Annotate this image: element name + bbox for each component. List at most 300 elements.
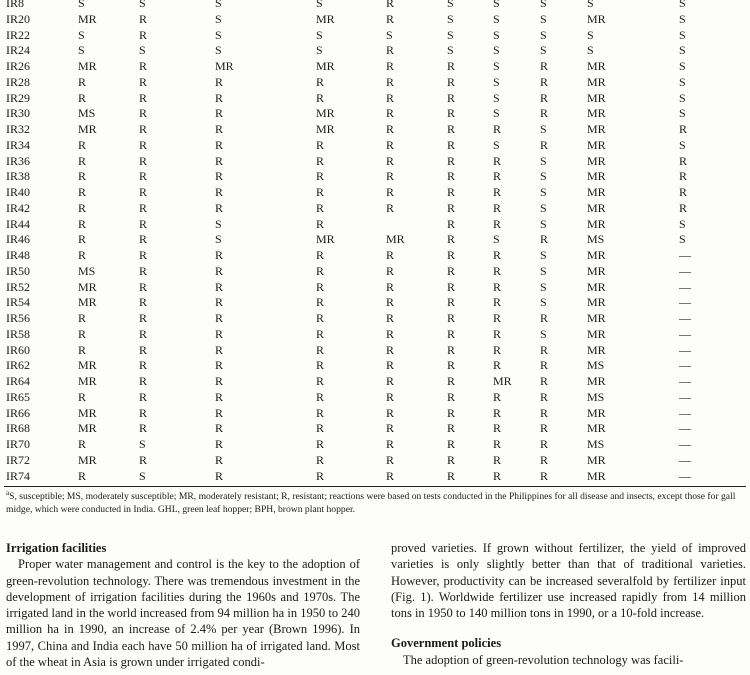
- reaction-cell: R: [447, 389, 456, 404]
- reaction-cell: S: [679, 27, 686, 42]
- reaction-cell: R: [215, 153, 224, 168]
- reaction-cell: R: [386, 374, 395, 388]
- variety-cell: IR64: [6, 374, 30, 388]
- table-row: [0, 406, 750, 422]
- reaction-cell: R: [386, 468, 395, 483]
- table-row: [0, 232, 750, 248]
- reaction-cell: R: [316, 248, 325, 262]
- reaction-cell: R: [540, 437, 549, 451]
- reaction-cell: MR: [316, 122, 335, 136]
- reaction-cell: S: [493, 59, 500, 73]
- reaction-cell: R: [447, 106, 456, 121]
- table-row: [0, 264, 750, 280]
- table-row: [0, 43, 750, 59]
- table-row: [0, 390, 750, 406]
- variety-cell: IR28: [6, 74, 30, 89]
- reaction-cell: R: [493, 169, 502, 184]
- reaction-cell: R: [386, 59, 395, 73]
- reaction-cell: MR: [587, 421, 606, 436]
- table-row: [0, 280, 750, 296]
- reaction-cell: MR: [386, 232, 405, 247]
- reaction-cell: R: [540, 452, 549, 467]
- reaction-cell: R: [316, 452, 325, 467]
- reaction-cell: R: [493, 468, 502, 483]
- reaction-cell: R: [493, 342, 502, 357]
- reaction-cell: R: [540, 468, 549, 483]
- reaction-cell: R: [447, 169, 456, 184]
- reaction-cell: R: [215, 106, 224, 121]
- variety-cell: IR34: [6, 137, 30, 152]
- reaction-cell: MR: [215, 59, 234, 73]
- reaction-cell: R: [316, 169, 325, 184]
- reaction-cell: S: [540, 216, 547, 231]
- reaction-cell: R: [316, 185, 325, 199]
- reaction-cell: R: [78, 389, 87, 404]
- reaction-cell: S: [78, 0, 85, 10]
- reaction-cell: —: [679, 374, 691, 388]
- variety-cell: IR40: [6, 185, 30, 199]
- reaction-cell: R: [139, 74, 148, 89]
- reaction-cell: R: [215, 389, 224, 404]
- reaction-cell: R: [447, 153, 456, 168]
- reaction-cell: S: [679, 90, 686, 105]
- reaction-cell: S: [540, 279, 547, 294]
- reaction-cell: R: [215, 468, 224, 483]
- reaction-cell: R: [493, 421, 502, 436]
- reaction-cell: R: [447, 185, 456, 199]
- reaction-cell: R: [447, 405, 456, 420]
- section-heading-government: Government policies: [391, 636, 502, 651]
- reaction-cell: R: [493, 358, 502, 373]
- reaction-cell: R: [540, 59, 549, 73]
- reaction-cell: R: [139, 389, 148, 404]
- reaction-cell: —: [679, 279, 691, 294]
- reaction-cell: S: [447, 0, 454, 10]
- reaction-cell: S: [540, 185, 547, 199]
- reaction-cell: MR: [493, 374, 512, 388]
- table-row: [0, 12, 750, 28]
- table-row: [0, 28, 750, 44]
- reaction-cell: S: [679, 0, 686, 10]
- reaction-cell: —: [679, 326, 691, 341]
- variety-cell: IR66: [6, 405, 30, 420]
- reaction-cell: MR: [78, 358, 97, 373]
- reaction-cell: R: [78, 137, 87, 152]
- table-row: [0, 217, 750, 233]
- reaction-cell: R: [215, 358, 224, 373]
- reaction-cell: MR: [587, 137, 606, 152]
- reaction-cell: —: [679, 468, 691, 483]
- variety-cell: IR74: [6, 468, 30, 483]
- reaction-cell: S: [493, 232, 500, 247]
- table-row: [0, 122, 750, 138]
- reaction-cell: R: [540, 311, 549, 325]
- reaction-cell: R: [386, 185, 395, 199]
- reaction-cell: R: [316, 279, 325, 294]
- reaction-cell: R: [447, 437, 456, 451]
- reaction-cell: R: [139, 185, 148, 199]
- paragraph-irrigation: Proper water management and control is the key to the adoption of green-revolution technology. There was tremendous investment in the development of irrigation facilities during the 1960s and 1970s. The irrigated land in the world increased from 94 million ha in 1950 to 240 million ha in 1990, an increase of 2.4% per year (Brown 1996). In 1997, China and India each have 50 million ha of irrigated land. Most of the wheat in Asia is grown under irrigated condi-: [6, 557, 360, 670]
- table-row: [0, 437, 750, 453]
- reaction-cell: R: [215, 342, 224, 357]
- reaction-cell: R: [493, 279, 502, 294]
- variety-cell: IR30: [6, 106, 30, 121]
- reaction-cell: R: [386, 342, 395, 357]
- reaction-cell: S: [493, 74, 500, 89]
- reaction-cell: MS: [587, 389, 605, 404]
- reaction-cell: R: [215, 295, 224, 310]
- reaction-cell: S: [540, 169, 547, 184]
- reaction-cell: MR: [78, 11, 97, 26]
- reaction-cell: R: [78, 232, 87, 247]
- reaction-cell: S: [679, 74, 686, 89]
- reaction-cell: R: [493, 122, 502, 136]
- reaction-cell: R: [447, 374, 456, 388]
- reaction-cell: R: [78, 74, 87, 89]
- left-column: [6, 540, 360, 670]
- reaction-cell: R: [139, 358, 148, 373]
- reaction-cell: R: [316, 311, 325, 325]
- reaction-cell: R: [139, 248, 148, 262]
- reaction-cell: R: [78, 200, 87, 215]
- reaction-cell: S: [679, 137, 686, 152]
- reaction-cell: MR: [587, 153, 606, 168]
- reaction-cell: R: [447, 232, 456, 247]
- reaction-cell: R: [493, 185, 502, 199]
- table-row: [0, 358, 750, 374]
- variety-cell: IR62: [6, 358, 30, 373]
- variety-cell: IR42: [6, 200, 30, 215]
- reaction-cell: R: [316, 326, 325, 341]
- reaction-cell: S: [493, 0, 500, 10]
- reaction-cell: R: [386, 421, 395, 436]
- reaction-cell: R: [215, 421, 224, 436]
- reaction-cell: MR: [78, 122, 97, 136]
- reaction-cell: R: [215, 374, 224, 388]
- reaction-cell: R: [386, 326, 395, 341]
- reaction-cell: R: [447, 122, 456, 136]
- reaction-cell: MR: [78, 421, 97, 436]
- reaction-cell: S: [215, 11, 222, 26]
- reaction-cell: S: [139, 468, 146, 483]
- reaction-cell: R: [386, 389, 395, 404]
- reaction-cell: R: [386, 106, 395, 121]
- reaction-cell: R: [386, 358, 395, 373]
- reaction-cell: MR: [587, 374, 606, 388]
- reaction-cell: R: [493, 389, 502, 404]
- reaction-cell: R: [447, 358, 456, 373]
- reaction-cell: S: [139, 43, 146, 58]
- reaction-cell: R: [447, 326, 456, 341]
- reaction-cell: R: [139, 374, 148, 388]
- reaction-cell: S: [316, 0, 323, 10]
- reaction-cell: —: [679, 437, 691, 451]
- reaction-cell: R: [493, 437, 502, 451]
- reaction-cell: R: [78, 216, 87, 231]
- reaction-cell: R: [493, 248, 502, 262]
- variety-cell: IR20: [6, 11, 30, 26]
- variety-cell: IR46: [6, 232, 30, 247]
- table-row: [0, 469, 750, 485]
- reaction-cell: R: [386, 74, 395, 89]
- variety-cell: IR70: [6, 437, 30, 451]
- reaction-cell: —: [679, 358, 691, 373]
- variety-cell: IR50: [6, 263, 30, 278]
- reaction-cell: R: [447, 452, 456, 467]
- reaction-cell: R: [540, 389, 549, 404]
- reaction-cell: MR: [587, 90, 606, 105]
- table-row: [0, 59, 750, 75]
- reaction-cell: R: [139, 90, 148, 105]
- reaction-cell: R: [316, 90, 325, 105]
- reaction-cell: S: [78, 43, 85, 58]
- paragraph-government: The adoption of green-revolution technology was facili-: [403, 652, 684, 667]
- table-footnote: [6, 487, 744, 516]
- reaction-cell: R: [78, 437, 87, 451]
- reaction-cell: R: [78, 326, 87, 341]
- reaction-cell: MR: [316, 106, 335, 121]
- reaction-cell: R: [78, 248, 87, 262]
- reaction-cell: R: [447, 200, 456, 215]
- reaction-cell: R: [447, 342, 456, 357]
- reaction-cell: R: [679, 122, 688, 136]
- reaction-cell: MR: [587, 263, 606, 278]
- reaction-cell: MR: [587, 74, 606, 89]
- reaction-cell: R: [386, 437, 395, 451]
- variety-cell: IR52: [6, 279, 30, 294]
- variety-cell: IR8: [6, 0, 24, 10]
- reaction-cell: R: [139, 342, 148, 357]
- reaction-cell: R: [679, 169, 688, 184]
- reaction-cell: R: [493, 295, 502, 310]
- reaction-cell: R: [139, 216, 148, 231]
- reaction-cell: MR: [587, 200, 606, 215]
- reaction-cell: R: [78, 185, 87, 199]
- reaction-cell: S: [139, 0, 146, 10]
- reaction-cell: R: [78, 153, 87, 168]
- reaction-cell: R: [386, 0, 395, 10]
- reaction-cell: R: [215, 200, 224, 215]
- reaction-cell: R: [386, 452, 395, 467]
- reaction-cell: MR: [587, 295, 606, 310]
- reaction-cell: MR: [316, 11, 335, 26]
- reaction-cell: S: [679, 216, 686, 231]
- reaction-cell: R: [139, 27, 148, 42]
- reaction-cell: MR: [587, 216, 606, 231]
- reaction-cell: MR: [587, 169, 606, 184]
- reaction-cell: R: [493, 263, 502, 278]
- reaction-cell: S: [215, 43, 222, 58]
- footnote-text: S, susceptible; MS, moderately susceptible; MR, moderately resistant; R, resistant; reactions were based on tests conducted in the Philippines for all disease and insects, except those for gall midge, which were conducted in India. GHL, green leaf hopper; BPH, brown plant hopper.: [6, 491, 736, 516]
- reaction-cell: MR: [587, 185, 606, 199]
- reaction-cell: R: [493, 326, 502, 341]
- reaction-cell: S: [447, 27, 454, 42]
- reaction-cell: R: [139, 11, 148, 26]
- reaction-cell: R: [316, 468, 325, 483]
- reaction-cell: R: [540, 405, 549, 420]
- reaction-cell: R: [78, 468, 87, 483]
- reaction-cell: R: [447, 295, 456, 310]
- reaction-cell: R: [78, 311, 87, 325]
- reaction-cell: S: [540, 200, 547, 215]
- reaction-cell: R: [215, 437, 224, 451]
- reaction-cell: S: [139, 437, 146, 451]
- reaction-cell: S: [493, 11, 500, 26]
- reaction-cell: R: [386, 295, 395, 310]
- reaction-cell: R: [540, 374, 549, 388]
- table-row: [0, 421, 750, 437]
- footnote-marker: a: [6, 489, 10, 497]
- reaction-cell: —: [679, 421, 691, 436]
- reaction-cell: MR: [78, 295, 97, 310]
- variety-cell: IR36: [6, 153, 30, 168]
- reaction-cell: R: [139, 153, 148, 168]
- reaction-cell: MS: [587, 437, 605, 451]
- reaction-cell: R: [447, 248, 456, 262]
- reaction-cell: R: [316, 374, 325, 388]
- reaction-cell: R: [139, 59, 148, 73]
- reaction-cell: R: [316, 405, 325, 420]
- variety-cell: IR24: [6, 43, 30, 58]
- reaction-cell: R: [386, 43, 395, 58]
- reaction-cell: S: [540, 122, 547, 136]
- reaction-cell: R: [139, 200, 148, 215]
- reaction-cell: S: [679, 43, 686, 58]
- reaction-cell: MR: [587, 59, 606, 73]
- reaction-cell: R: [78, 90, 87, 105]
- reaction-cell: R: [386, 169, 395, 184]
- reaction-cell: —: [679, 389, 691, 404]
- reaction-cell: S: [386, 27, 393, 42]
- reaction-cell: MR: [587, 279, 606, 294]
- reaction-cell: R: [316, 421, 325, 436]
- reaction-cell: R: [386, 137, 395, 152]
- reaction-cell: R: [215, 263, 224, 278]
- reaction-cell: R: [540, 90, 549, 105]
- reaction-cell: R: [215, 279, 224, 294]
- reaction-cell: S: [78, 27, 85, 42]
- table-row: [0, 154, 750, 170]
- reaction-cell: S: [447, 11, 454, 26]
- table-row: [0, 327, 750, 343]
- reaction-cell: MR: [587, 326, 606, 341]
- variety-cell: IR56: [6, 311, 30, 325]
- reaction-cell: R: [316, 389, 325, 404]
- reaction-cell: R: [139, 263, 148, 278]
- reaction-cell: MR: [587, 452, 606, 467]
- reaction-cell: R: [215, 74, 224, 89]
- reaction-cell: R: [139, 137, 148, 152]
- reaction-cell: S: [215, 0, 222, 10]
- reaction-cell: R: [447, 137, 456, 152]
- reaction-cell: S: [316, 27, 323, 42]
- reaction-cell: R: [540, 358, 549, 373]
- reaction-cell: S: [215, 27, 222, 42]
- table-row: [0, 91, 750, 107]
- reaction-cell: MR: [587, 106, 606, 121]
- variety-cell: IR54: [6, 295, 30, 310]
- table-row: [0, 169, 750, 185]
- reaction-cell: R: [139, 122, 148, 136]
- reaction-cell: R: [215, 452, 224, 467]
- reaction-cell: R: [447, 74, 456, 89]
- reaction-cell: —: [679, 405, 691, 420]
- reaction-cell: S: [215, 232, 222, 247]
- reaction-cell: R: [386, 405, 395, 420]
- reaction-cell: S: [493, 43, 500, 58]
- reaction-cell: S: [540, 0, 547, 10]
- reaction-cell: R: [540, 74, 549, 89]
- reaction-cell: R: [139, 295, 148, 310]
- reaction-cell: MR: [78, 452, 97, 467]
- reaction-cell: R: [215, 248, 224, 262]
- reaction-cell: —: [679, 248, 691, 262]
- reaction-cell: S: [493, 106, 500, 121]
- table-row: [0, 138, 750, 154]
- reaction-cell: S: [447, 43, 454, 58]
- reaction-cell: R: [386, 279, 395, 294]
- reaction-cell: R: [316, 200, 325, 215]
- reaction-cell: S: [540, 27, 547, 42]
- reaction-cell: R: [78, 342, 87, 357]
- reaction-cell: R: [139, 421, 148, 436]
- reaction-cell: —: [679, 263, 691, 278]
- table-row: [0, 374, 750, 390]
- reaction-cell: MR: [587, 11, 606, 26]
- reaction-cell: S: [587, 43, 594, 58]
- reaction-cell: S: [316, 43, 323, 58]
- reaction-cell: S: [540, 43, 547, 58]
- reaction-cell: —: [679, 342, 691, 357]
- reaction-cell: R: [386, 200, 395, 215]
- reaction-cell: MS: [587, 358, 605, 373]
- reaction-cell: R: [215, 122, 224, 136]
- table-row: [0, 311, 750, 327]
- variety-cell: IR26: [6, 59, 30, 73]
- variety-cell: IR65: [6, 389, 30, 404]
- reaction-cell: R: [215, 326, 224, 341]
- reaction-cell: MR: [587, 122, 606, 136]
- reaction-cell: R: [139, 405, 148, 420]
- reaction-cell: S: [540, 11, 547, 26]
- reaction-cell: R: [540, 137, 549, 152]
- reaction-cell: R: [386, 11, 395, 26]
- reaction-cell: R: [139, 279, 148, 294]
- reaction-cell: MR: [316, 59, 335, 73]
- reaction-cell: R: [447, 421, 456, 436]
- reaction-cell: R: [139, 452, 148, 467]
- reaction-cell: R: [386, 263, 395, 278]
- variety-cell: IR44: [6, 216, 30, 231]
- reaction-cell: R: [215, 185, 224, 199]
- reaction-cell: R: [386, 122, 395, 136]
- reaction-cell: R: [540, 106, 549, 121]
- reaction-cell: S: [587, 27, 594, 42]
- reaction-cell: R: [139, 311, 148, 325]
- reaction-cell: R: [493, 200, 502, 215]
- reaction-cell: S: [679, 11, 686, 26]
- reaction-cell: R: [139, 106, 148, 121]
- reaction-cell: R: [139, 169, 148, 184]
- reaction-cell: R: [78, 169, 87, 184]
- reaction-cell: R: [215, 137, 224, 152]
- reaction-cell: MS: [78, 106, 96, 121]
- variety-cell: IR32: [6, 122, 30, 136]
- reaction-cell: R: [316, 137, 325, 152]
- reaction-cell: S: [540, 248, 547, 262]
- reaction-cell: R: [386, 90, 395, 105]
- reaction-cell: R: [447, 216, 456, 231]
